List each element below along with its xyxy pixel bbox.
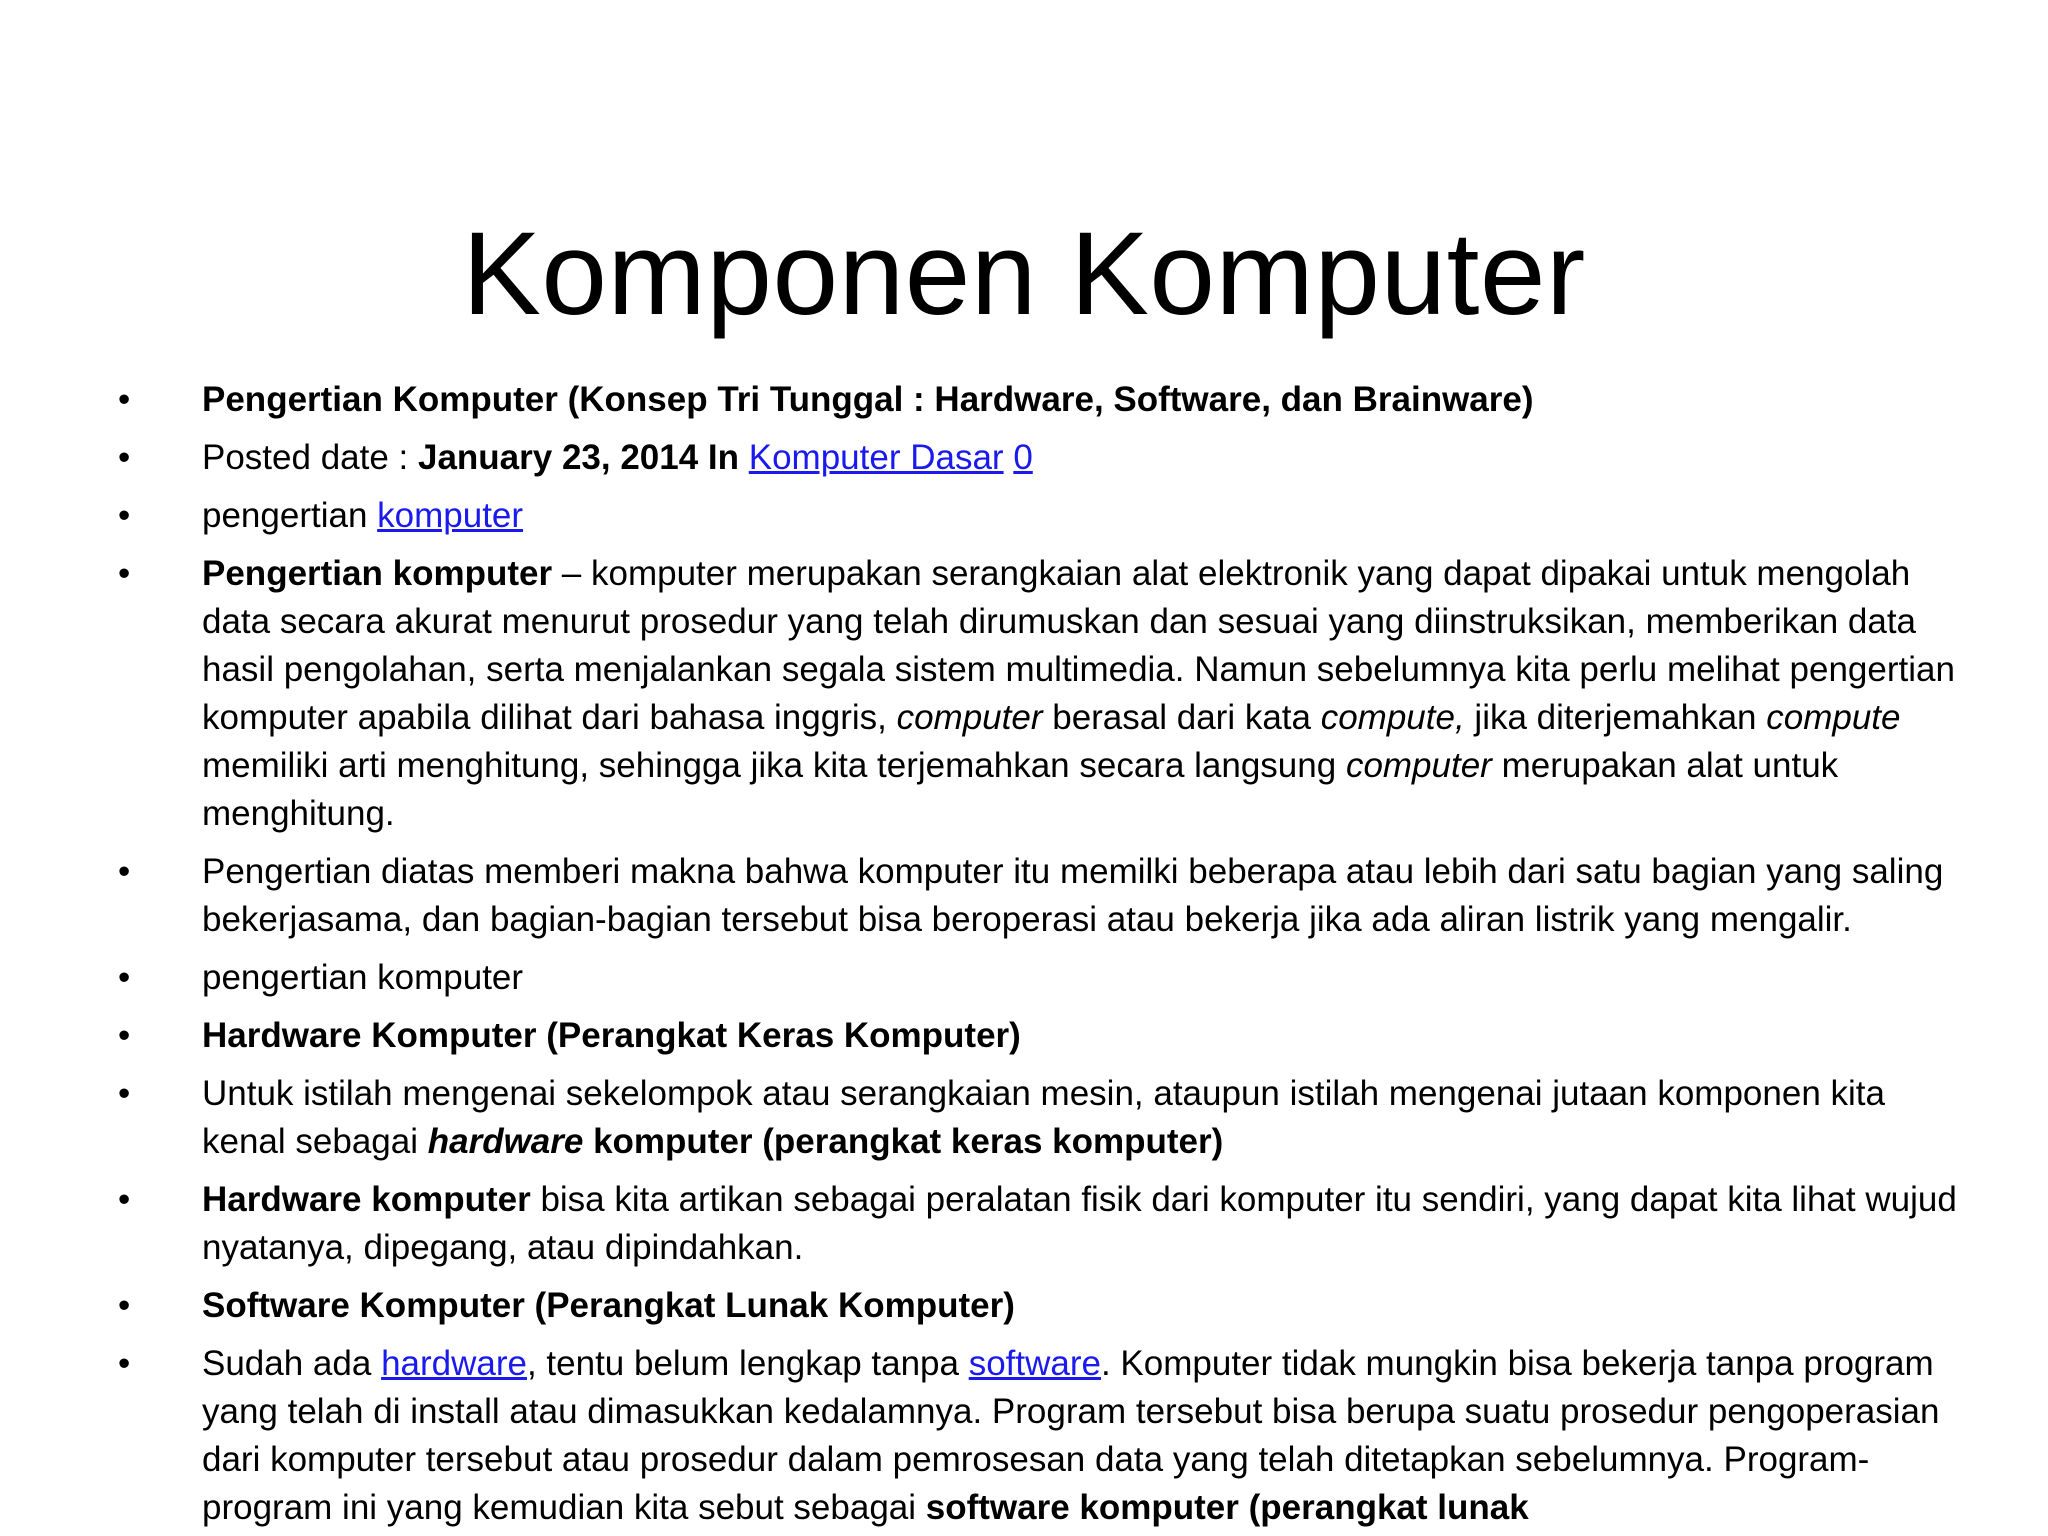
bullet-text: Pengertian diatas memberi makna bahwa komputer itu memilki beberapa atau lebih dari satu bagian yang saling bekerjasama, dan bagian-bagian tersebut bisa beroperasi atau bekerja jika ada aliran listrik yang mengalir. (202, 852, 1944, 939)
spacer (1004, 438, 1014, 477)
bullet-term: software komputer (perangkat lunak (925, 1488, 1529, 1527)
bullet-text: – komputer merupakan serangkaian alat elektronik yang dapat dipakai untuk mengolah data secara akurat menurut prosedur yang telah dirumuskan dan sesuai yang diinstruksikan, memberikan data hasil pengolahan, serta menjalankan segala sistem multimedia. Namun sebelumnya kita perlu melihat pengertian komputer apabila dilihat dari bahasa inggris, (202, 554, 1955, 737)
comment-count-link[interactable]: 0 (1013, 438, 1033, 477)
bullet-item (118, 550, 1960, 838)
bullet-text: memiliki arti menghitung, sehingga jika kita terjemahkan secara langsung (202, 746, 1346, 785)
bullet-heading: Software Komputer (Perangkat Lunak Komputer) (202, 1286, 1015, 1325)
bullet-item (118, 954, 1960, 1002)
bullet-dot: • (118, 852, 131, 891)
bullet-dot: • (118, 1016, 131, 1055)
bullet-dot: • (118, 1074, 131, 1113)
bullet-text: merupakan alat untuk menghitung. (202, 746, 1839, 833)
bold-italic-term: hardware (427, 1122, 584, 1161)
software-link[interactable]: software (968, 1344, 1101, 1383)
bullet-item (118, 1340, 1960, 1532)
bullet-text: , tentu belum lengkap tanpa (526, 1344, 969, 1383)
bullet-dot: • (118, 554, 131, 593)
bullet-heading: Hardware Komputer (Perangkat Keras Komputer) (202, 1016, 1021, 1055)
bullet-text: Sudah ada (202, 1344, 382, 1383)
bullet-dot: • (118, 1344, 131, 1383)
bullet-text: . Komputer tidak mungkin bisa bekerja tanpa program yang telah di install atau dimasukkan kedalamnya. Program tersebut bisa berupa suatu prosedur pengoperasian dari komputer tersebut atau prosedur dalam pemrosesan data yang telah ditetapkan sebelumnya. Program-program ini yang kemudian kita sebut sebagai (202, 1344, 1940, 1527)
bullet-item (118, 1282, 1960, 1330)
slide-title: Komponen Komputer (462, 208, 1586, 341)
bullet-item (118, 848, 1960, 944)
bullet-heading: Pengertian Komputer (Konsep Tri Tunggal : Hardware, Software, dan Brainware) (202, 380, 1534, 419)
italic-term: compute (1766, 698, 1901, 737)
bullet-dot: • (118, 1286, 131, 1325)
bullet-text: pengertian (202, 496, 378, 535)
category-link[interactable]: Komputer Dasar (748, 438, 1004, 477)
bullet-text: Untuk istilah mengenai sekelompok atau serangkaian mesin, ataupun istilah mengenai jutaan komponen kita kenal sebagai (202, 1074, 1885, 1161)
bullet-text: jika diterjemahkan (1464, 698, 1767, 737)
bullet-dot: • (118, 958, 131, 997)
italic-term: computer (1345, 746, 1492, 785)
bullet-item (118, 1070, 1960, 1166)
bullet-text: berasal dari kata (1042, 698, 1321, 737)
bullet-list (118, 376, 1960, 1536)
bullet-dot: • (118, 1180, 131, 1219)
hardware-link[interactable]: hardware (381, 1344, 527, 1383)
bullet-term: Pengertian komputer (202, 554, 553, 593)
italic-term: computer (896, 698, 1043, 737)
bullet-item (118, 1012, 1960, 1060)
bullet-text: pengertian komputer (202, 958, 524, 997)
posted-label: Posted date : (202, 438, 418, 477)
bullet-dot: • (118, 380, 131, 419)
posted-date: January 23, 2014 In (417, 438, 749, 477)
komputer-link[interactable]: komputer (377, 496, 524, 535)
bullet-term: Hardware komputer (202, 1180, 531, 1219)
bullet-dot: • (118, 438, 131, 477)
bullet-item (118, 1176, 1960, 1272)
bullet-item (118, 492, 1960, 540)
italic-term: compute, (1320, 698, 1465, 737)
bullet-dot: • (118, 496, 131, 535)
bullet-text: bisa kita artikan sebagai peralatan fisik dari komputer itu sendiri, yang dapat kita lihat wujud nyatanya, dipegang, atau dipindahkan. (202, 1180, 1957, 1267)
bullet-item (118, 376, 1960, 424)
bullet-item (118, 434, 1960, 482)
bullet-term: komputer (perangkat keras komputer) (583, 1122, 1224, 1161)
